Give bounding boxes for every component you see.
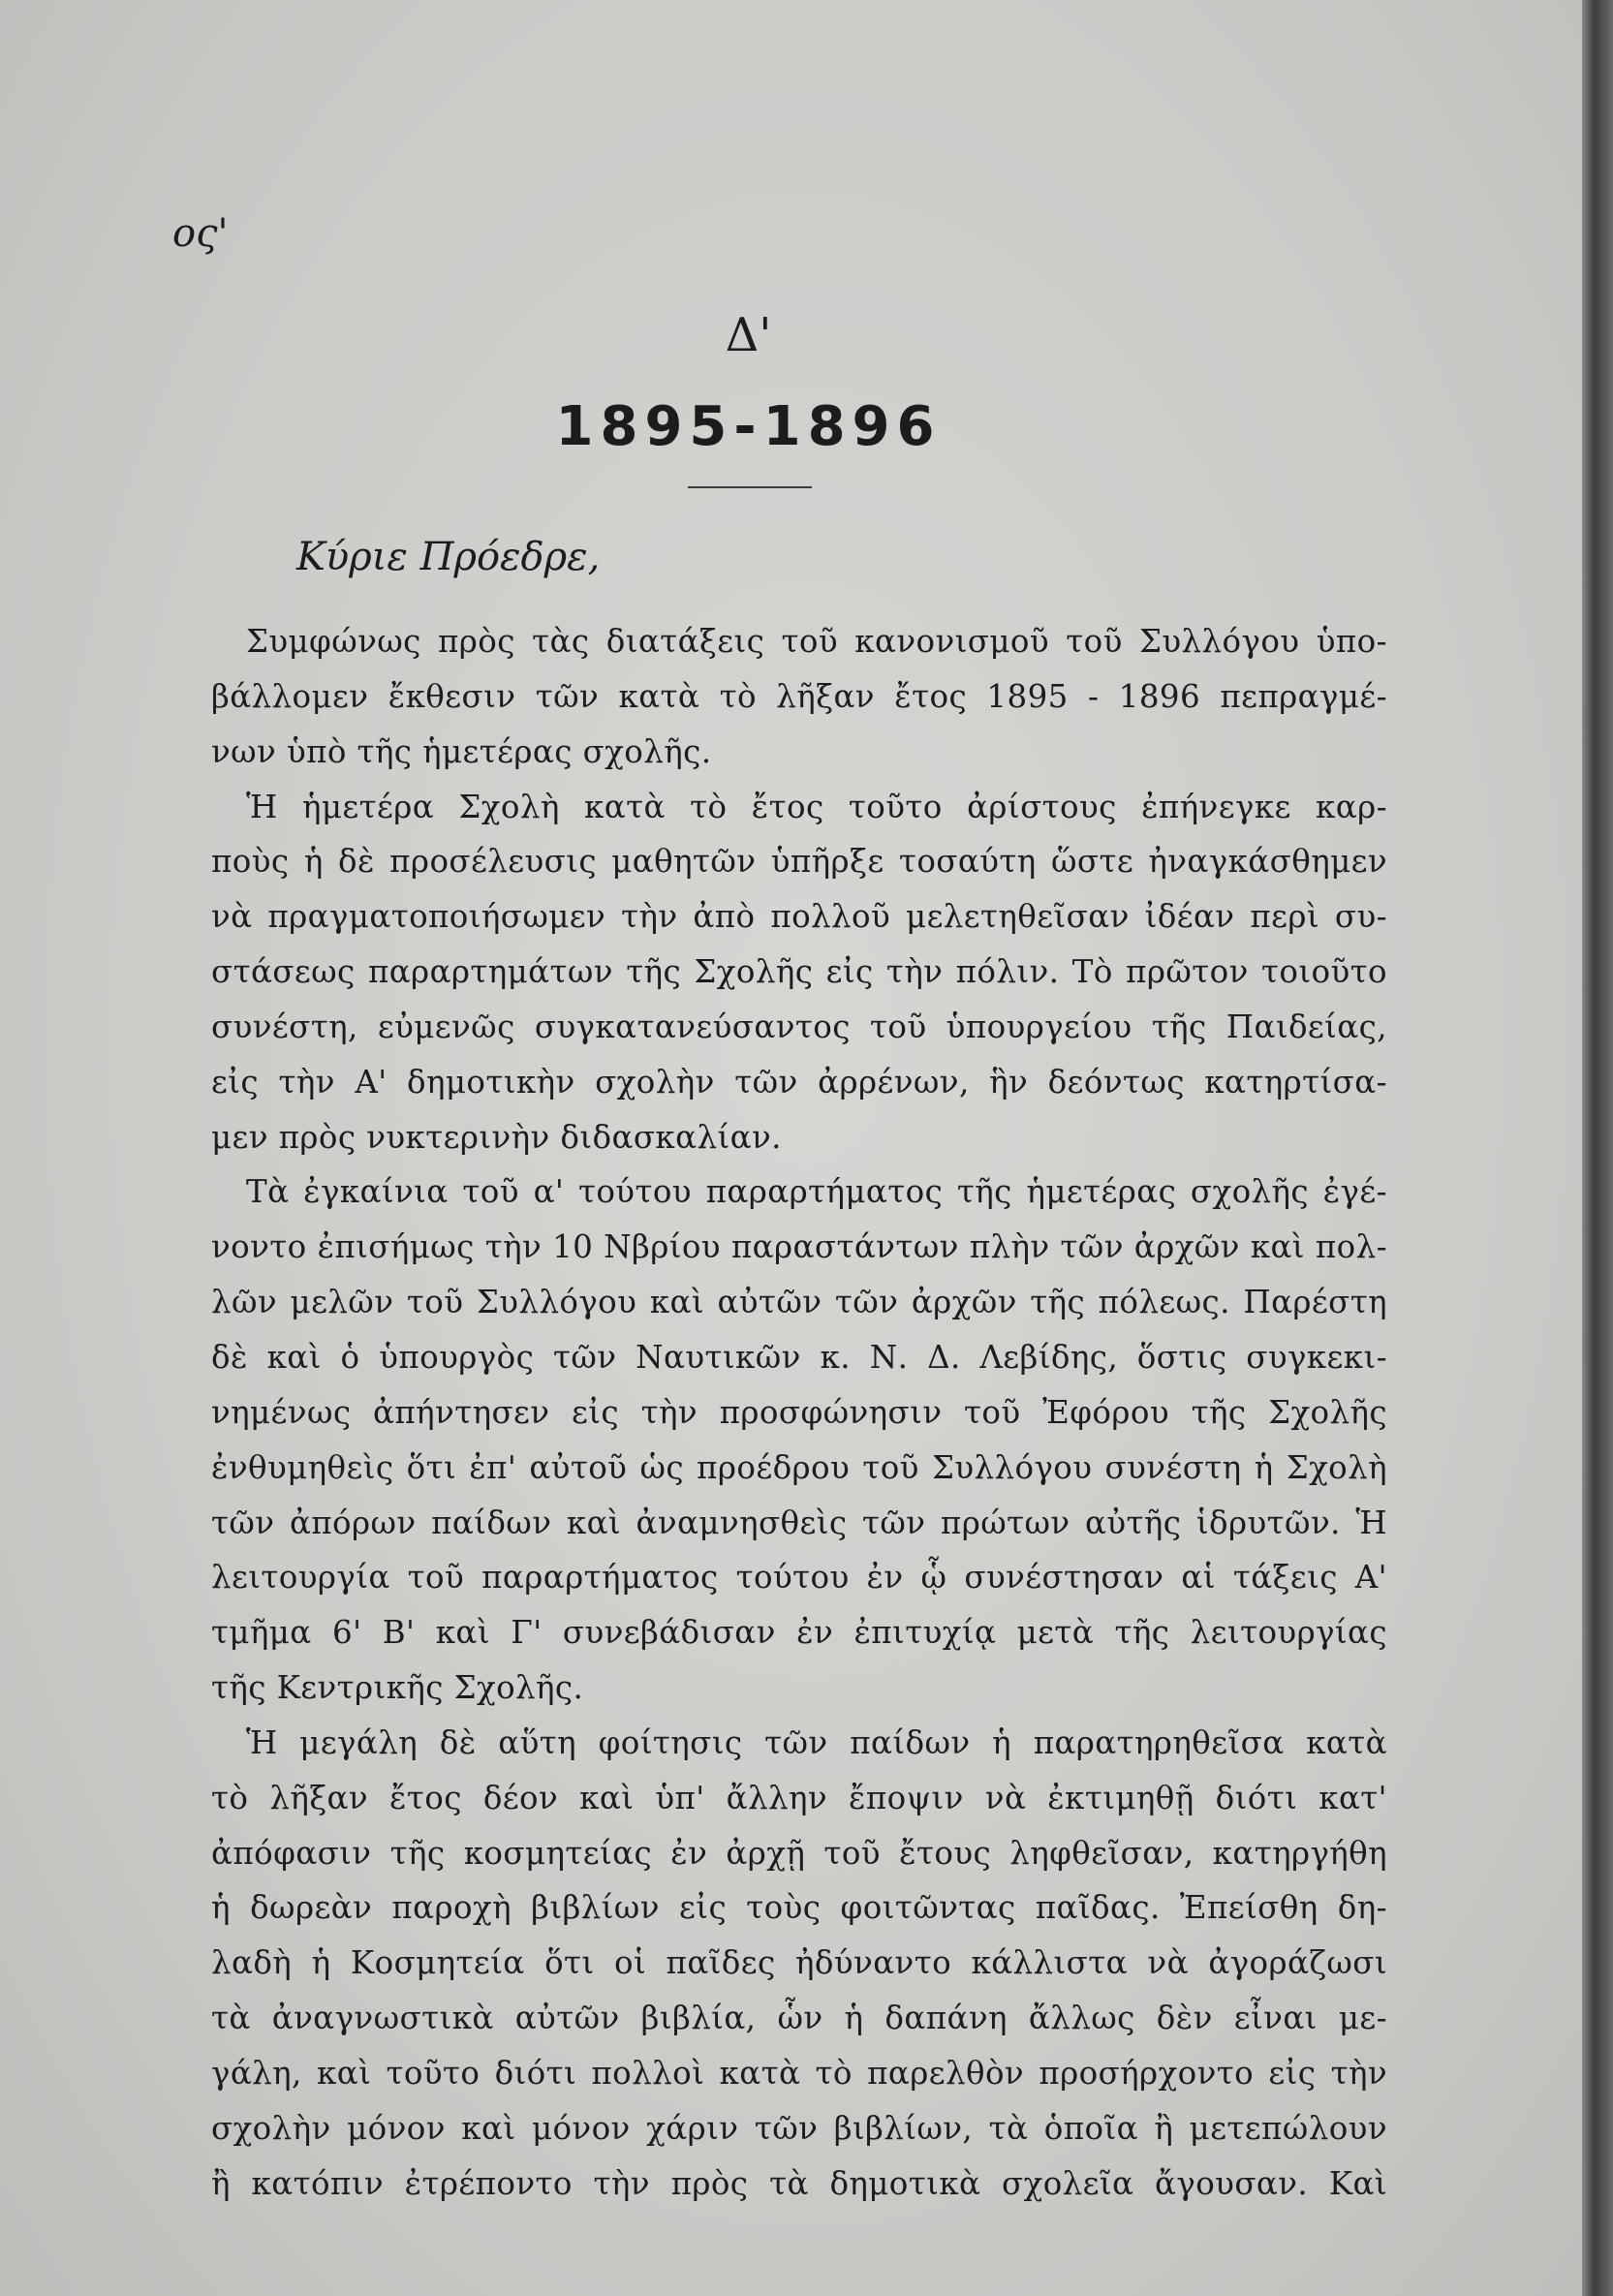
book-spine-shadow xyxy=(1582,0,1613,2296)
text-line: σχολὴν μόνον καὶ μόνον χάριν τῶν βιβλίων, τὰ ὁποῖα ἢ μετεπώλουν xyxy=(211,2109,1387,2147)
text-line: στάσεως παραρτημάτων τῆς Σχολῆς εἰς τὴν πόλιν. Τὸ πρῶτον τοιοῦτο xyxy=(211,953,1387,991)
text-line: νημένως ἀπήντησεν εἰς τὴν προσφώνησιν τοῦ Ἐφόρου τῆς Σχολῆς xyxy=(211,1393,1387,1431)
heading-rule xyxy=(688,486,812,488)
text-line: ἡ δωρεὰν παροχὴ βιβλίων εἰς τοὺς φοιτῶντας παῖδας. Ἐπείσθη δη- xyxy=(211,1889,1387,1927)
text-line: ἀπόφασιν τῆς κοσμητείας ἐν ἀρχῇ τοῦ ἔτους ληφθεῖσαν, κατηργήθη xyxy=(211,1834,1387,1872)
text-line: βάλλομεν ἔκθεσιν τῶν κατὰ τὸ λῆξαν ἔτος 1895 - 1896 πεπραγμέ- xyxy=(211,677,1387,715)
text-line: τῶν ἀπόρων παίδων καὶ ἀναμνησθεὶς τῶν πρώτων αὐτῆς ἱδρυτῶν. Ἡ xyxy=(211,1504,1387,1541)
text-line: εἰς τὴν Α' δημοτικὴν σχολὴν τῶν ἀρρένων, ἣν δεόντως κατηρτίσα- xyxy=(211,1063,1387,1101)
text-line: γάλη, καὶ τοῦτο διότι πολλοὶ κατὰ τὸ παρελθὸν προσήρχοντο εἰς τὴν xyxy=(211,2054,1387,2092)
text-line: ἐνθυμηθεὶς ὅτι ἐπ' αὐτοῦ ὡς προέδρου τοῦ Συλλόγου συνέστη ἡ Σχολὴ xyxy=(211,1448,1387,1486)
text-line: δὲ καὶ ὁ ὑπουργὸς τῶν Ναυτικῶν κ. Ν. Δ. Λεβίδης, ὅστις συγκεκι- xyxy=(211,1338,1387,1376)
body-text xyxy=(211,614,1387,2211)
text-line: τῆς Κεντρικῆς Σχολῆς. xyxy=(211,1669,584,1707)
year-heading: 1895-1896 xyxy=(555,395,942,458)
page-number: ος' xyxy=(172,211,229,256)
text-line: λῶν μελῶν τοῦ Συλλόγου καὶ αὐτῶν τῶν ἀρχῶν τῆς πόλεως. Παρέστη xyxy=(211,1284,1387,1321)
text-line: Τὰ ἐγκαίνια τοῦ α' τούτου παραρτήματος τῆς ἡμετέρας σχολῆς ἐγέ- xyxy=(246,1173,1387,1211)
text-line: Ἡ μεγάλη δὲ αὕτη φοίτησις τῶν παίδων ἡ παρατηρηθεῖσα κατὰ xyxy=(246,1723,1387,1761)
text-line: τὸ λῆξαν ἔτος δέον καὶ ὑπ' ἄλλην ἔποψιν νὰ ἐκτιμηθῇ διότι κατ' xyxy=(211,1779,1387,1816)
text-line: συνέστη, εὐμενῶς συγκατανεύσαντος τοῦ ὑπουργείου τῆς Παιδείας, xyxy=(211,1008,1387,1045)
text-line: μεν πρὸς νυκτερινὴν διδασκαλίαν. xyxy=(211,1118,782,1156)
salutation: Κύριε Πρόεδρε, xyxy=(296,535,601,579)
text-line: λειτουργία τοῦ παραρτήματος τούτου ἐν ᾧ συνέστησαν αἱ τάξεις Α' xyxy=(211,1559,1387,1597)
text-line: νων ὑπὸ τῆς ἡμετέρας σχολῆς. xyxy=(211,732,712,770)
text-line: νοντο ἐπισήμως τὴν 10 Νβρίου παραστάντων πλὴν τῶν ἀρχῶν καὶ πολ- xyxy=(211,1228,1387,1266)
text-line: ποὺς ἡ δὲ προσέλευσις μαθητῶν ὑπῆρξε τοσαύτη ὥστε ἠναγκάσθημεν xyxy=(211,843,1387,881)
section-mark: Δ' xyxy=(725,308,772,362)
text-line: ἢ κατόπιν ἐτρέποντο τὴν πρὸς τὰ δημοτικὰ σχολεῖα ἄγουσαν. Καὶ xyxy=(211,2164,1387,2202)
text-line: λαδὴ ἡ Κοσμητεία ὅτι οἱ παῖδες ἠδύναντο κάλλιστα νὰ ἀγοράζωσι xyxy=(211,1944,1387,1982)
text-line: Συμφώνως πρὸς τὰς διατάξεις τοῦ κανονισμοῦ τοῦ Συλλόγου ὑπο- xyxy=(246,623,1387,660)
text-line: νὰ πραγματοποιήσωμεν τὴν ἀπὸ πολλοῦ μελετηθεῖσαν ἰδέαν περὶ συ- xyxy=(211,898,1387,936)
text-line: Ἡ ἡμετέρα Σχολὴ κατὰ τὸ ἔτος τοῦτο ἀρίστους ἐπήνεγκε καρ- xyxy=(246,788,1387,825)
text-line: τμῆμα 6' Β' καὶ Γ' συνεβάδισαν ἐν ἐπιτυχίᾳ μετὰ τῆς λειτουργίας xyxy=(211,1614,1387,1652)
text-line: τὰ ἀναγνωστικὰ αὐτῶν βιβλία, ὧν ἡ δαπάνη ἄλλως δὲν εἶναι με- xyxy=(211,2000,1387,2037)
